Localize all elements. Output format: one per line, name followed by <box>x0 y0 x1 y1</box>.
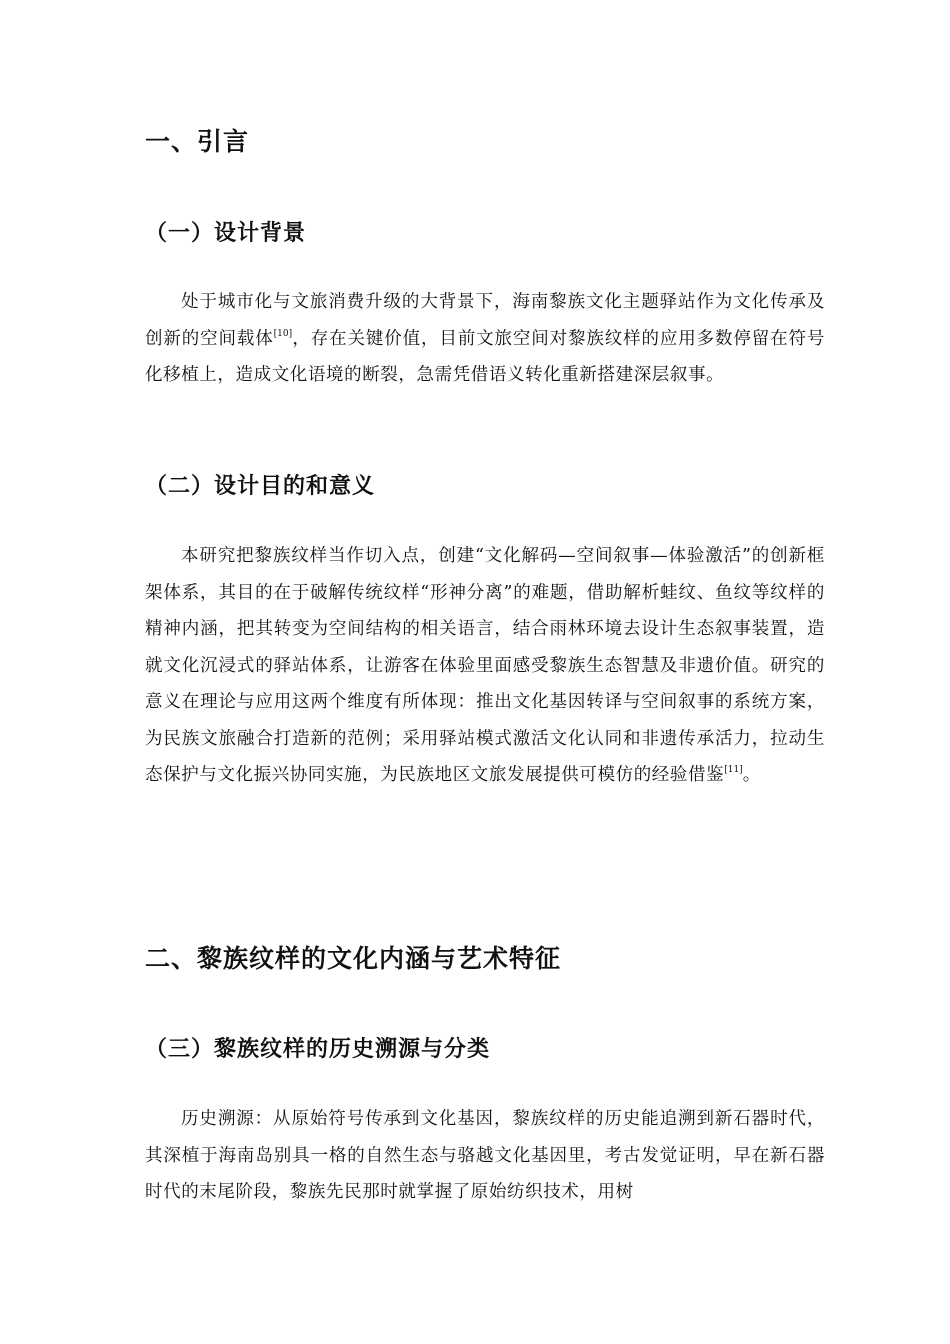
section-1-heading: 一、引言 <box>145 127 250 156</box>
citation-11: [11] <box>724 765 743 775</box>
subsection-3-heading: （三）黎族纹样的历史溯源与分类 <box>145 1036 491 1062</box>
background-paragraph-text-a: 处于城市化与文旅消费升级的大背景下，海南黎族文化主题驿站作为文化传承及创新的空间载体 <box>145 292 825 349</box>
background-paragraph <box>145 284 825 394</box>
background-paragraph-text-b: ，存在关键价值，目前文旅空间对黎族纹样的应用多数停留在符号化移植上，造成文化语境的断裂，急需凭借语义转化重新搭建深层叙事。 <box>145 328 826 385</box>
history-paragraph: 历史溯源：从原始符号传承到文化基因，黎族纹样的历史能追溯到新石器时代，其深植于海南岛别具一格的自然生态与骆越文化基因里，考古发觉证明，早在新石器时代的末尾阶段，黎族先民那时就掌握了原始纺织技术，用树 <box>145 1109 825 1202</box>
citation-10: [10] <box>273 328 293 339</box>
purpose-paragraph-text-a: 本研究把黎族纹样当作切入点，创建“文化解码—空间叙事—体验激活”的创新框架体系，其目的在于破解传统纹样“形神分离”的难题，借助解析蛙纹、鱼纹等纹样的精神内涵，把其转变为空间结构的相关语言，结合雨林环境去设计生态叙事装置，造就文化沉浸式的驿站体系，让游客在体验里面感受黎族生态智慧及非遗价值。研究的意义在理论与应用这两个维度有所体现：推出文化基因转译与空间叙事的系统方案，为民族文旅融合打造新的范例；采用驿站模式激活文化认同和非遗传承活力，拉动生态保护与文化振兴协同实施，为民族地区文旅发展提供可模仿的经验借鉴 <box>145 546 825 785</box>
purpose-paragraph <box>145 538 825 794</box>
section-2-heading: 二、黎族纹样的文化内涵与艺术特征 <box>145 944 562 973</box>
subsection-2-heading: （二）设计目的和意义 <box>145 473 376 499</box>
purpose-paragraph-text-b: 。 <box>742 765 761 785</box>
subsection-1-heading: （一）设计背景 <box>145 220 307 246</box>
